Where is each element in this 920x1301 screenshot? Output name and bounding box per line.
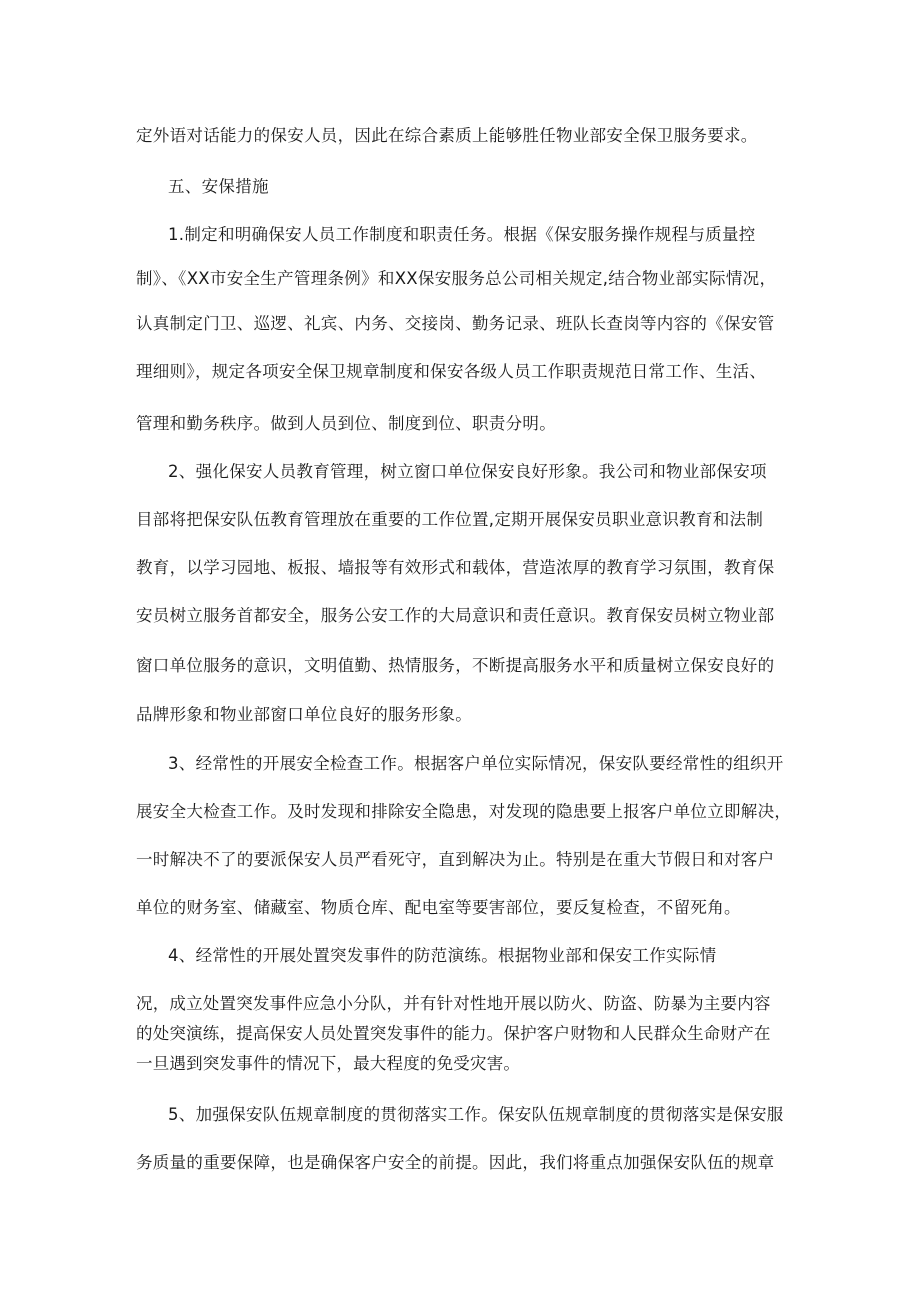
paragraph-line: 安员树立服务首都安全，服务公安工作的大局意识和责任意识。教育保安员树立物业部	[136, 606, 775, 625]
paragraph-line: 认真制定门卫、巡逻、礼宾、内务、交接岗、勤务记录、班队长查岗等内容的《保安管	[136, 314, 775, 333]
paragraph-line: 教育，以学习园地、板报、墙报等有效形式和载体，营造浓厚的教育学习氛围，教育保	[136, 558, 775, 577]
paragraph-line: 的处突演练，提高保安人员处置突发事件的能力。保护客户财物和人民群众生命财产在	[136, 1024, 771, 1043]
paragraph-line: 一时解决不了的要派保安人员严看死守，直到解决为止。特别是在重大节假日和对客户	[136, 850, 775, 869]
paragraph-line: 4、经常性的开展处置突发事件的防范演练。根据物业部和保安工作实际情	[168, 946, 717, 965]
paragraph-line: 窗口单位服务的意识，文明值勤、热情服务，不断提高服务水平和质量树立保安良好的	[136, 656, 775, 675]
paragraph-line: 管理和勤务秩序。做到人员到位、制度到位、职责分明。	[136, 414, 556, 433]
paragraph-line: 3、经常性的开展安全检查工作。根据客户单位实际情况，保安队要经常性的组织开	[168, 754, 784, 773]
paragraph-line: 品牌形象和物业部窗口单位良好的服务形象。	[136, 705, 472, 724]
paragraph-line: 理细则》，规定各项安全保卫规章制度和保安各级人员工作职责规范日常工作、生活、	[136, 362, 767, 381]
paragraph-line: 1.制定和明确保安人员工作制度和职责任务。根据《保安服务操作规程与质量控	[168, 225, 756, 244]
paragraph-line: 况，成立处置突发事件应急小分队，并有针对性地开展以防火、防盗、防暴为主要内容	[136, 994, 771, 1013]
section-heading: 五、安保措施	[168, 177, 269, 196]
paragraph-line: 单位的财务室、储藏室、物质仓库、配电室等要害部位，要反复检查，不留死角。	[136, 898, 741, 917]
paragraph-line: 2、强化保安人员教育管理，树立窗口单位保安良好形象。我公司和物业部保安项	[168, 462, 767, 481]
paragraph-line: 展安全大检查工作。及时发现和排除安全隐患，对发现的隐患要上报客户单位立即解决，	[136, 802, 792, 821]
paragraph-line: 5、加强保安队伍规章制度的贯彻落实工作。保安队伍规章制度的贯彻落实是保安服	[168, 1105, 784, 1124]
paragraph-line: 务质量的重要保障，也是确保客户安全的前提。因此，我们将重点加强保安队伍的规章	[136, 1153, 775, 1172]
paragraph-line: 一旦遇到突发事件的情况下，最大程度的免受灾害。	[136, 1054, 521, 1073]
paragraph-line: 目部将把保安队伍教育管理放在重要的工作位置,定期开展保安员职业意识教育和法制	[136, 510, 764, 529]
paragraph-line: 定外语对话能力的保安人员，因此在综合素质上能够胜任物业部安全保卫服务要求。	[136, 126, 758, 145]
paragraph-line: 制》、《XX市安全生产管理条例》和XX保安服务总公司相关规定,结合物业部实际情况，	[136, 269, 777, 288]
